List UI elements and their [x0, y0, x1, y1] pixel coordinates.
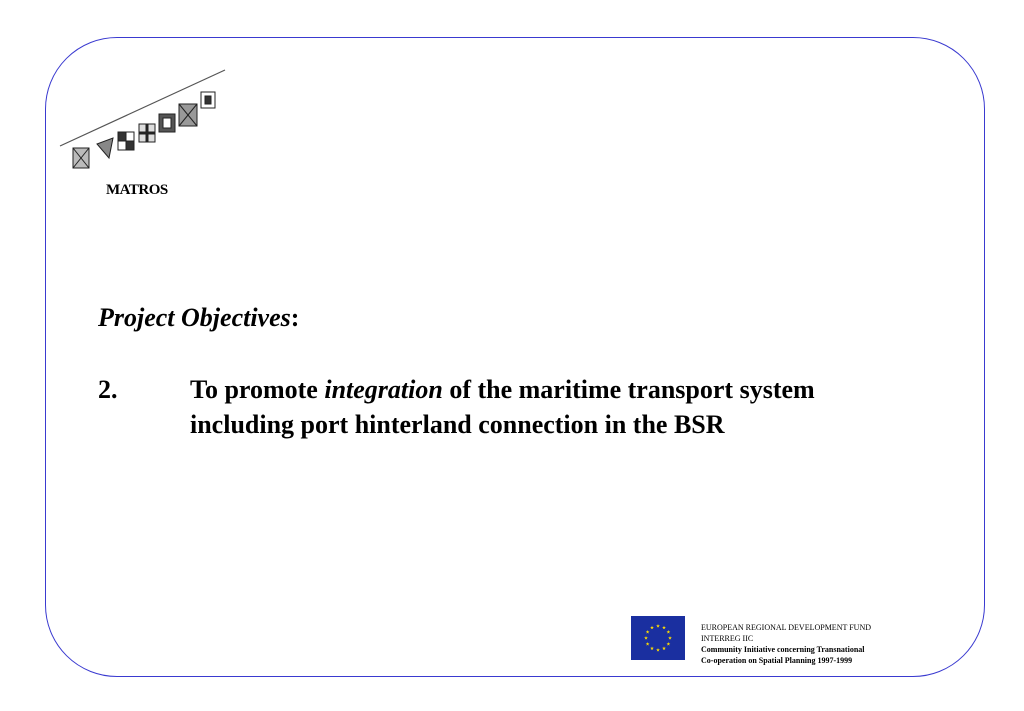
- logo-wordmark: MATROS: [106, 182, 168, 198]
- objective-text-after: of the maritime transport system including port hinterland connection in the BSR: [190, 375, 815, 439]
- objective-number: 2.: [98, 375, 118, 404]
- heading-text: Project Objectives: [98, 303, 291, 332]
- funding-line-1: EUROPEAN REGIONAL DEVELOPMENT FUND: [701, 623, 871, 632]
- eu-flag-icon: [631, 616, 685, 660]
- objective-emphasis: integration: [324, 375, 443, 404]
- signal-flags-logo-icon: [55, 62, 230, 182]
- funding-line-3: Community Initiative concerning Transnational: [701, 645, 865, 654]
- funding-notice: [701, 622, 871, 666]
- heading-colon: :: [290, 303, 300, 332]
- objective-text-before: To promote: [190, 375, 325, 404]
- funding-line-2: INTERREG IIC: [701, 634, 754, 643]
- funding-line-4: Co-operation on Spatial Planning 1997-1999: [701, 656, 853, 665]
- objective-text: [190, 372, 870, 442]
- slide-heading: [98, 301, 299, 335]
